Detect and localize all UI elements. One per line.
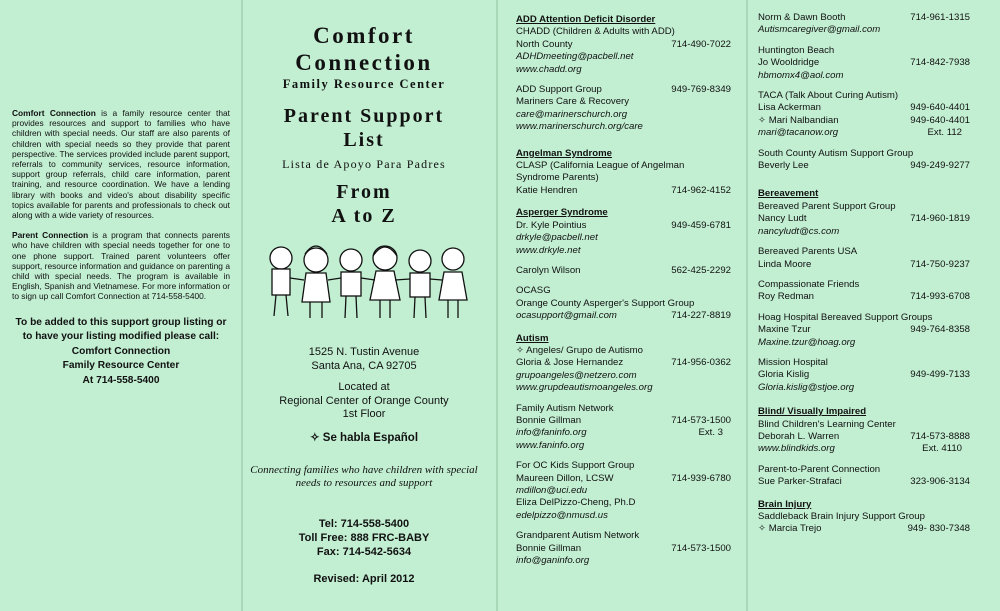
entry-line: Maxine Tzur bbox=[758, 324, 811, 336]
list-item bbox=[758, 45, 970, 82]
phone-number: 714-961-1315 bbox=[910, 12, 970, 23]
list-item bbox=[758, 201, 970, 238]
listing-contact-phone: At 714-558-5400 bbox=[82, 374, 160, 386]
email: hbmomx4@aol.com bbox=[758, 69, 844, 81]
listing-column-1 bbox=[516, 0, 731, 611]
entry-line: OCASG bbox=[516, 285, 551, 297]
list-title-spanish: Lista de Apoyo Para Padres bbox=[282, 157, 446, 171]
phone-number: 714-960-1819 bbox=[910, 213, 970, 225]
section-heading-asperger: Asperger Syndrome bbox=[516, 207, 608, 219]
list-item bbox=[516, 265, 731, 277]
email: Gloria.kislig@stjoe.org bbox=[758, 381, 855, 393]
phone-number: 714-956-0362 bbox=[671, 357, 731, 369]
entry-line: South County Autism Support Group bbox=[758, 147, 914, 159]
listing-column-2 bbox=[758, 0, 970, 611]
listing-contact bbox=[12, 316, 230, 389]
list-item bbox=[516, 26, 731, 76]
website: www.drkyle.net bbox=[516, 244, 581, 256]
cover-title-line1: Comfort bbox=[313, 23, 415, 48]
list-title-line2: List bbox=[343, 129, 385, 151]
phone-number: 562-425-2292 bbox=[671, 264, 731, 276]
phone-block bbox=[244, 517, 484, 559]
cover-subtitle: Family Resource Center bbox=[282, 77, 446, 91]
spanish-spoken-note: ✧ Se habla Español bbox=[309, 431, 419, 444]
email: ocasupport@gmail.com bbox=[516, 310, 617, 322]
entry-line: Linda Moore bbox=[758, 258, 812, 270]
entry-line: Orange County Asperger's Support Group bbox=[516, 297, 695, 309]
location-floor: 1st Floor bbox=[342, 408, 386, 420]
phone-number: 949- 830-7348 bbox=[907, 523, 970, 535]
section-heading-add: ADD Attention Deficit Disorder bbox=[516, 14, 656, 25]
list-item bbox=[516, 403, 731, 453]
list-item bbox=[758, 148, 970, 173]
entry-line: TACA (Talk About Curing Autism) bbox=[758, 90, 899, 102]
list-item bbox=[758, 90, 970, 140]
entry-line: Deborah L. Warren bbox=[758, 430, 840, 442]
address-city: Santa Ana, CA 92705 bbox=[311, 360, 417, 372]
entry-line: ADD Support Group bbox=[516, 84, 602, 96]
fold-line bbox=[746, 0, 748, 611]
fold-line bbox=[241, 0, 243, 611]
phone-number: 714-490-7022 bbox=[671, 38, 731, 50]
entry-line: CHADD (Children & Adults with ADD) bbox=[516, 26, 675, 38]
phone-number: 949-640-4401 bbox=[910, 102, 970, 114]
email: drkyle@pacbell.net bbox=[516, 232, 598, 244]
parent-connection-label: Parent Connection bbox=[12, 230, 89, 241]
phone-number: 714-842-7938 bbox=[910, 57, 970, 69]
location bbox=[244, 381, 484, 422]
entry-line: Lisa Ackerman bbox=[758, 102, 821, 114]
parent-connection-paragraph bbox=[12, 230, 230, 301]
entry-line: North County bbox=[516, 38, 573, 50]
cover-title-line2: Connection bbox=[295, 50, 433, 75]
entry-line: ✧ Angeles/ Grupo de Autismo bbox=[516, 344, 643, 356]
entry-line: Beverly Lee bbox=[758, 160, 809, 172]
email: grupoangeles@netzero.com bbox=[516, 369, 637, 381]
list-item bbox=[758, 246, 970, 271]
phone-number: 714-939-6780 bbox=[671, 472, 731, 484]
entry-line: Eliza DelPizzo-Cheng, Ph.D bbox=[516, 497, 636, 509]
email: Maxine.tzur@hoag.org bbox=[758, 336, 856, 348]
list-item bbox=[516, 285, 731, 322]
entry-line: Roy Redman bbox=[758, 291, 814, 303]
list-item bbox=[516, 530, 731, 567]
list-item bbox=[516, 460, 731, 522]
email: mari@tacanow.org bbox=[758, 127, 839, 139]
list-item bbox=[516, 84, 731, 134]
entry-line: Sue Parker-Strafaci bbox=[758, 476, 842, 488]
entry-line: Huntington Beach bbox=[758, 44, 835, 56]
list-item bbox=[758, 419, 970, 456]
address-street: 1525 N. Tustin Avenue bbox=[308, 346, 420, 358]
phone-number: 949-499-7133 bbox=[910, 369, 970, 381]
entry-line: Mission Hospital bbox=[758, 356, 828, 368]
email: care@marinerschurch.org bbox=[516, 108, 628, 120]
list-item bbox=[516, 220, 731, 257]
parent-connection-text: is a program that connects parents who have children with special needs together for one to one phone support. Trained parent volunteers offer support, resource information and guidance on parenting a child with special needs. The program is available in English, Spanish and Vietnamese. For more information or to sign up call Comfort Connection at 714-558-5400. bbox=[12, 230, 230, 302]
phone-number: 714-227-8819 bbox=[671, 310, 731, 322]
revised-date: Revised: April 2012 bbox=[313, 572, 415, 585]
phone-number: 949-249-9277 bbox=[910, 160, 970, 172]
section-heading-blind: Blind/ Visually Impaired bbox=[758, 406, 867, 418]
comfort-connection-text: is a family resource center that provides resources and support to families who have children with special needs. Our staff are also parents of children with special needs so they provide that parent perspective. The services provided include parent support, referrals to community services, resource information, support group referrals, child care information, parent training, and resource coordination. We have a lending library with books and video's about disability specific topics available for parents and professionals to check out along with a wide variety of resources. bbox=[12, 108, 230, 221]
entry-line: CLASP (California League of Angelman bbox=[516, 160, 685, 172]
entry-line: Hoag Hospital Bereaved Support Groups bbox=[758, 311, 933, 323]
section-heading-brain-injury: Brain Injury bbox=[758, 498, 812, 510]
list-item bbox=[758, 12, 970, 37]
email: nancyludt@cs.com bbox=[758, 225, 840, 237]
entry-line: Maureen Dillon, LCSW bbox=[516, 472, 614, 484]
entry-line: Norm & Dawn Booth bbox=[758, 12, 846, 23]
entry-line: Blind Children's Learning Center bbox=[758, 418, 896, 430]
section-heading-angelman: Angelman Syndrome bbox=[516, 147, 612, 159]
website: www.chadd.org bbox=[516, 63, 582, 75]
extension: Ext. 3 bbox=[698, 427, 723, 439]
email: info@faninfo.org bbox=[516, 427, 587, 439]
list-item bbox=[516, 345, 731, 395]
about-panel bbox=[0, 0, 240, 611]
list-item bbox=[516, 160, 731, 197]
entry-line: Gloria & Jose Hernandez bbox=[516, 357, 624, 369]
extension: Ext. 4110 bbox=[922, 443, 962, 455]
website: www.faninfo.org bbox=[516, 439, 585, 451]
website: www.grupdeautismoangeles.org bbox=[516, 382, 653, 394]
section-heading-bereavement: Bereavement bbox=[758, 188, 819, 200]
phone-number: 714-573-8888 bbox=[910, 430, 970, 442]
location-label: Located at bbox=[338, 381, 390, 393]
entry-line: Bonnie Gillman bbox=[516, 414, 582, 426]
phone-number: 714-750-9237 bbox=[910, 258, 970, 270]
address bbox=[244, 345, 484, 373]
email: info@ganinfo.org bbox=[516, 555, 590, 567]
entry-line: Bereaved Parents USA bbox=[758, 246, 858, 258]
fold-line bbox=[496, 0, 498, 611]
entry-line: Syndrome Parents) bbox=[516, 172, 599, 184]
listing-contact-org-sub: Family Resource Center bbox=[62, 360, 180, 372]
email: edelpizzo@nmusd.us bbox=[516, 509, 608, 521]
phone-number: 323-906-3134 bbox=[910, 476, 970, 488]
a-to-z-label: A to Z bbox=[331, 205, 397, 227]
entry-line: Katie Hendren bbox=[516, 184, 578, 196]
toll-free: Toll Free: 888 FRC-BABY bbox=[298, 531, 430, 544]
phone-number: 949-459-6781 bbox=[671, 219, 731, 231]
from-label: From bbox=[336, 181, 392, 203]
phone-number: 714-993-6708 bbox=[910, 291, 970, 303]
list-item bbox=[758, 279, 970, 304]
comfort-connection-paragraph bbox=[12, 108, 230, 220]
telephone: Tel: 714-558-5400 bbox=[318, 517, 410, 530]
entry-line: Mariners Care & Recovery bbox=[516, 96, 630, 108]
phone-number: 714-962-4152 bbox=[671, 184, 731, 196]
email: mdillon@uci.edu bbox=[516, 485, 588, 496]
entry-line: Gloria Kislig bbox=[758, 369, 810, 381]
phone-number: 949-769-8349 bbox=[671, 84, 731, 96]
phone-number: 714-573-1500 bbox=[671, 542, 731, 554]
email: Autismcaregiver@gmail.com bbox=[758, 24, 881, 36]
fax: Fax: 714-542-5634 bbox=[316, 545, 412, 558]
extension: Ext. 112 bbox=[927, 127, 962, 139]
entry-line: Grandparent Autism Network bbox=[516, 530, 640, 542]
website: www.marinerschurch.org/care bbox=[516, 121, 643, 133]
location-name: Regional Center of Orange County bbox=[279, 394, 449, 407]
entry-line: ✧ Mari Nalbandian bbox=[758, 114, 839, 126]
entry-line: Bereaved Parent Support Group bbox=[758, 200, 896, 212]
entry-line: Carolyn Wilson bbox=[516, 264, 581, 276]
phone-number: 949-640-4401 bbox=[910, 114, 970, 126]
list-title-line1: Parent Support bbox=[283, 105, 445, 127]
listing-contact-org: Comfort Connection bbox=[71, 345, 171, 357]
list-item bbox=[758, 464, 970, 489]
listing-contact-instructions: To be added to this support group listing or to have your listing modified please call: bbox=[15, 316, 227, 343]
entry-line: Family Autism Network bbox=[516, 402, 614, 414]
phone-number: 949-764-8358 bbox=[910, 324, 970, 336]
list-item bbox=[758, 511, 970, 536]
entry-line: Parent-to-Parent Connection bbox=[758, 463, 881, 475]
comfort-connection-label: Comfort Connection bbox=[12, 108, 96, 118]
entry-line: Bonnie Gillman bbox=[516, 542, 582, 554]
phone-number: 714-573-1500 bbox=[671, 414, 731, 426]
tagline: Connecting families who have children with special needs to resources and support bbox=[250, 463, 478, 489]
list-item bbox=[758, 357, 970, 394]
entry-line: For OC Kids Support Group bbox=[516, 460, 635, 472]
entry-line: Dr. Kyle Pointius bbox=[516, 219, 587, 231]
list-item bbox=[758, 312, 970, 349]
entry-line: ✧ Marcia Trejo bbox=[758, 523, 822, 535]
entry-line: Nancy Ludt bbox=[758, 213, 807, 225]
email: ADHDmeeting@pacbell.net bbox=[516, 51, 634, 63]
section-heading-autism: Autism bbox=[516, 332, 549, 344]
children-holding-hands-illustration bbox=[259, 238, 469, 326]
entry-line: Jo Wooldridge bbox=[758, 57, 820, 69]
cover-panel bbox=[244, 0, 484, 611]
entry-line: Compassionate Friends bbox=[758, 278, 860, 290]
entry-line: Saddleback Brain Injury Support Group bbox=[758, 511, 925, 522]
website: www.blindkids.org bbox=[758, 443, 835, 455]
